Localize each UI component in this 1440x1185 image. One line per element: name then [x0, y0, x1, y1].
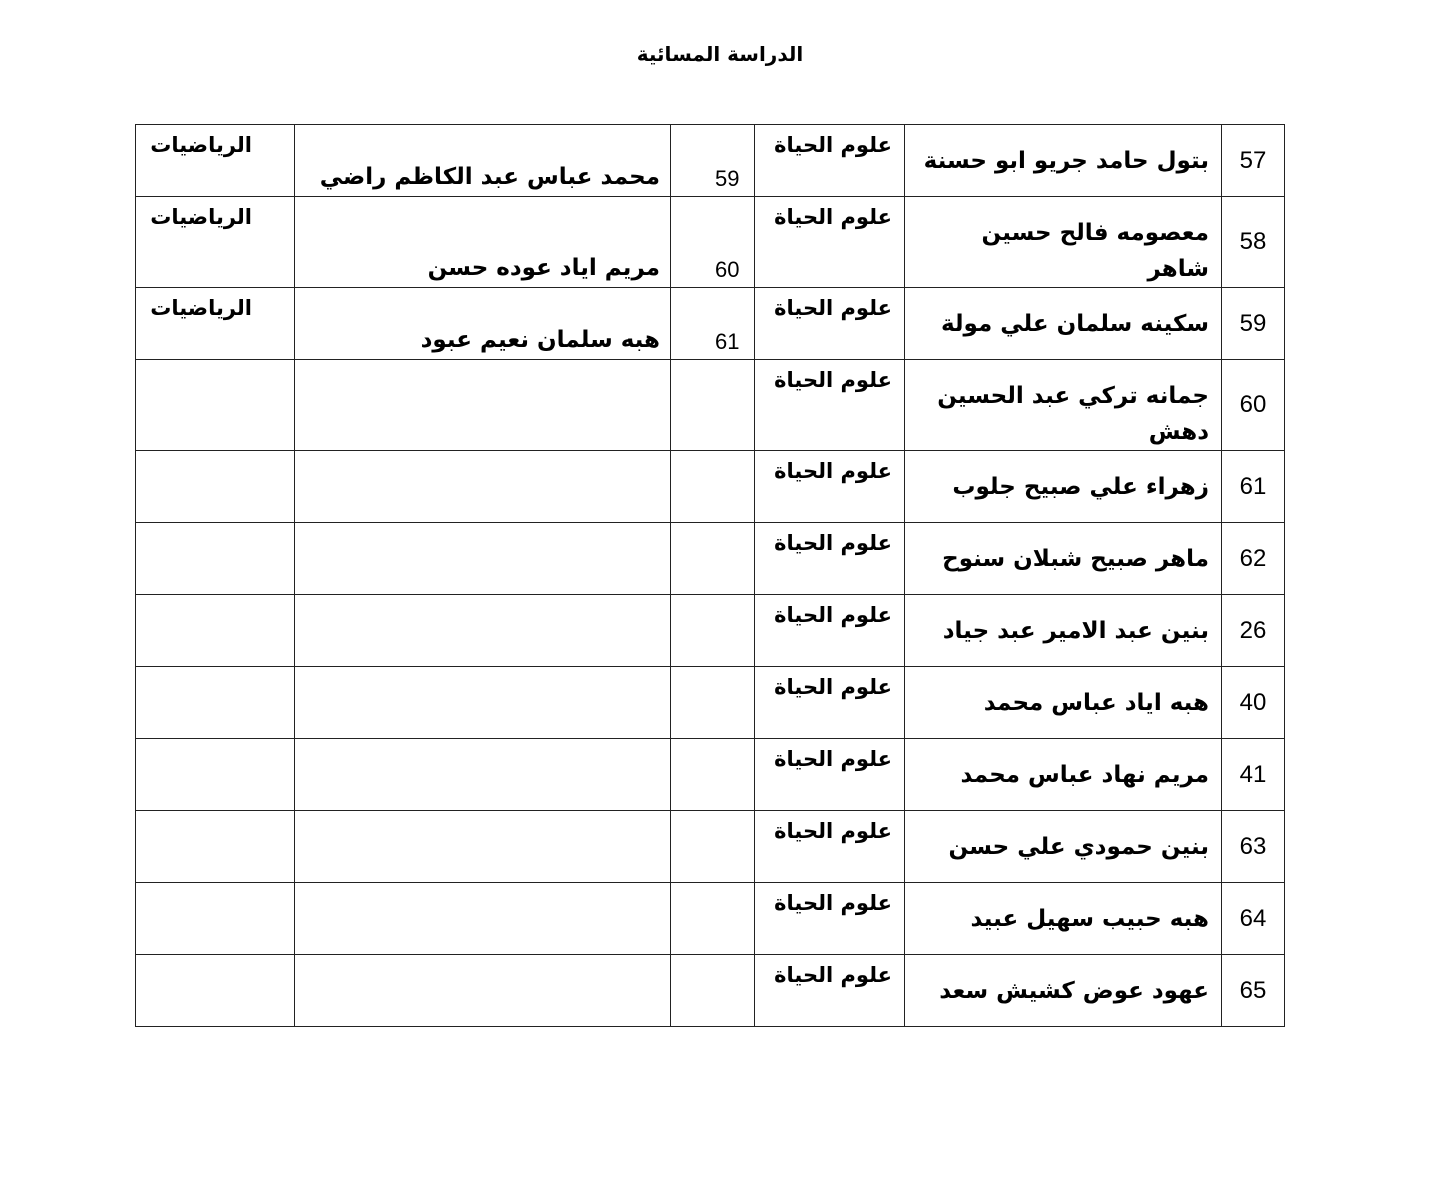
table-row	[136, 197, 1285, 288]
student-name-2	[295, 883, 671, 955]
student-number: 57	[1222, 125, 1285, 197]
student-name: مريم نهاد عباس محمد	[905, 739, 1222, 811]
subject-2	[136, 667, 295, 739]
table-row	[136, 288, 1285, 360]
subject-2	[136, 451, 295, 523]
subject: علوم الحياة	[755, 811, 905, 883]
student-number: 40	[1222, 667, 1285, 739]
table-row	[136, 811, 1285, 883]
subject-2: الرياضيات	[136, 125, 295, 197]
page-title: الدراسة المسائية	[636, 42, 804, 66]
subject: علوم الحياة	[755, 739, 905, 811]
student-name-2	[295, 523, 671, 595]
student-number-2	[671, 595, 755, 667]
table-row	[136, 523, 1285, 595]
student-number: 26	[1222, 595, 1285, 667]
subject: علوم الحياة	[755, 125, 905, 197]
student-number: 62	[1222, 523, 1285, 595]
student-number: 65	[1222, 955, 1285, 1027]
student-name-2	[295, 811, 671, 883]
subject-2	[136, 739, 295, 811]
student-name: سكينه سلمان علي مولة	[905, 288, 1222, 360]
student-number: 58	[1222, 197, 1285, 288]
subject-2	[136, 955, 295, 1027]
subject: علوم الحياة	[755, 523, 905, 595]
student-number-2	[671, 523, 755, 595]
subject: علوم الحياة	[755, 883, 905, 955]
table-row	[136, 125, 1285, 197]
table-row	[136, 360, 1285, 451]
subject: علوم الحياة	[755, 451, 905, 523]
student-name: معصومه فالح حسين شاهر	[905, 197, 1222, 288]
subject-2	[136, 811, 295, 883]
student-name-2	[295, 667, 671, 739]
student-name-2	[295, 451, 671, 523]
student-name: بتول حامد جريو ابو حسنة	[905, 125, 1222, 197]
student-number: 61	[1222, 451, 1285, 523]
subject-2: الرياضيات	[136, 288, 295, 360]
student-number-2	[671, 811, 755, 883]
student-number: 64	[1222, 883, 1285, 955]
subject: علوم الحياة	[755, 197, 905, 288]
table-row	[136, 451, 1285, 523]
subject-2	[136, 883, 295, 955]
table-row	[136, 739, 1285, 811]
student-name-2: مريم اياد عوده حسن	[295, 197, 671, 288]
student-number: 63	[1222, 811, 1285, 883]
student-name: عهود عوض كشيش سعد	[905, 955, 1222, 1027]
subject-2	[136, 595, 295, 667]
student-number-2	[671, 883, 755, 955]
student-number-2	[671, 739, 755, 811]
student-number-2	[671, 955, 755, 1027]
table-row	[136, 883, 1285, 955]
subject-2	[136, 360, 295, 451]
subject: علوم الحياة	[755, 595, 905, 667]
student-number: 60	[1222, 360, 1285, 451]
student-number-2: 61	[671, 288, 755, 360]
student-name-2: هبه سلمان نعيم عبود	[295, 288, 671, 360]
student-name-2	[295, 739, 671, 811]
subject-2: الرياضيات	[136, 197, 295, 288]
student-name: زهراء علي صبيح جلوب	[905, 451, 1222, 523]
students-table	[135, 124, 1285, 1027]
subject: علوم الحياة	[755, 360, 905, 451]
student-number-2	[671, 360, 755, 451]
student-name: جمانه تركي عبد الحسين دهش	[905, 360, 1222, 451]
student-number-2	[671, 667, 755, 739]
student-number: 41	[1222, 739, 1285, 811]
student-name-2	[295, 360, 671, 451]
student-name: هبه اياد عباس محمد	[905, 667, 1222, 739]
table-row	[136, 595, 1285, 667]
student-name: ماهر صبيح شبلان سنوح	[905, 523, 1222, 595]
student-number-2: 59	[671, 125, 755, 197]
student-number-2	[671, 451, 755, 523]
student-name: بنين حمودي علي حسن	[905, 811, 1222, 883]
subject: علوم الحياة	[755, 288, 905, 360]
student-number-2: 60	[671, 197, 755, 288]
subject: علوم الحياة	[755, 955, 905, 1027]
subject-2	[136, 523, 295, 595]
student-name: بنين عبد الامير عبد جياد	[905, 595, 1222, 667]
student-number: 59	[1222, 288, 1285, 360]
student-name-2	[295, 595, 671, 667]
table-row	[136, 955, 1285, 1027]
table-row	[136, 667, 1285, 739]
student-name-2: محمد عباس عبد الكاظم راضي	[295, 125, 671, 197]
student-name: هبه حبيب سهيل عبيد	[905, 883, 1222, 955]
subject: علوم الحياة	[755, 667, 905, 739]
student-name-2	[295, 955, 671, 1027]
